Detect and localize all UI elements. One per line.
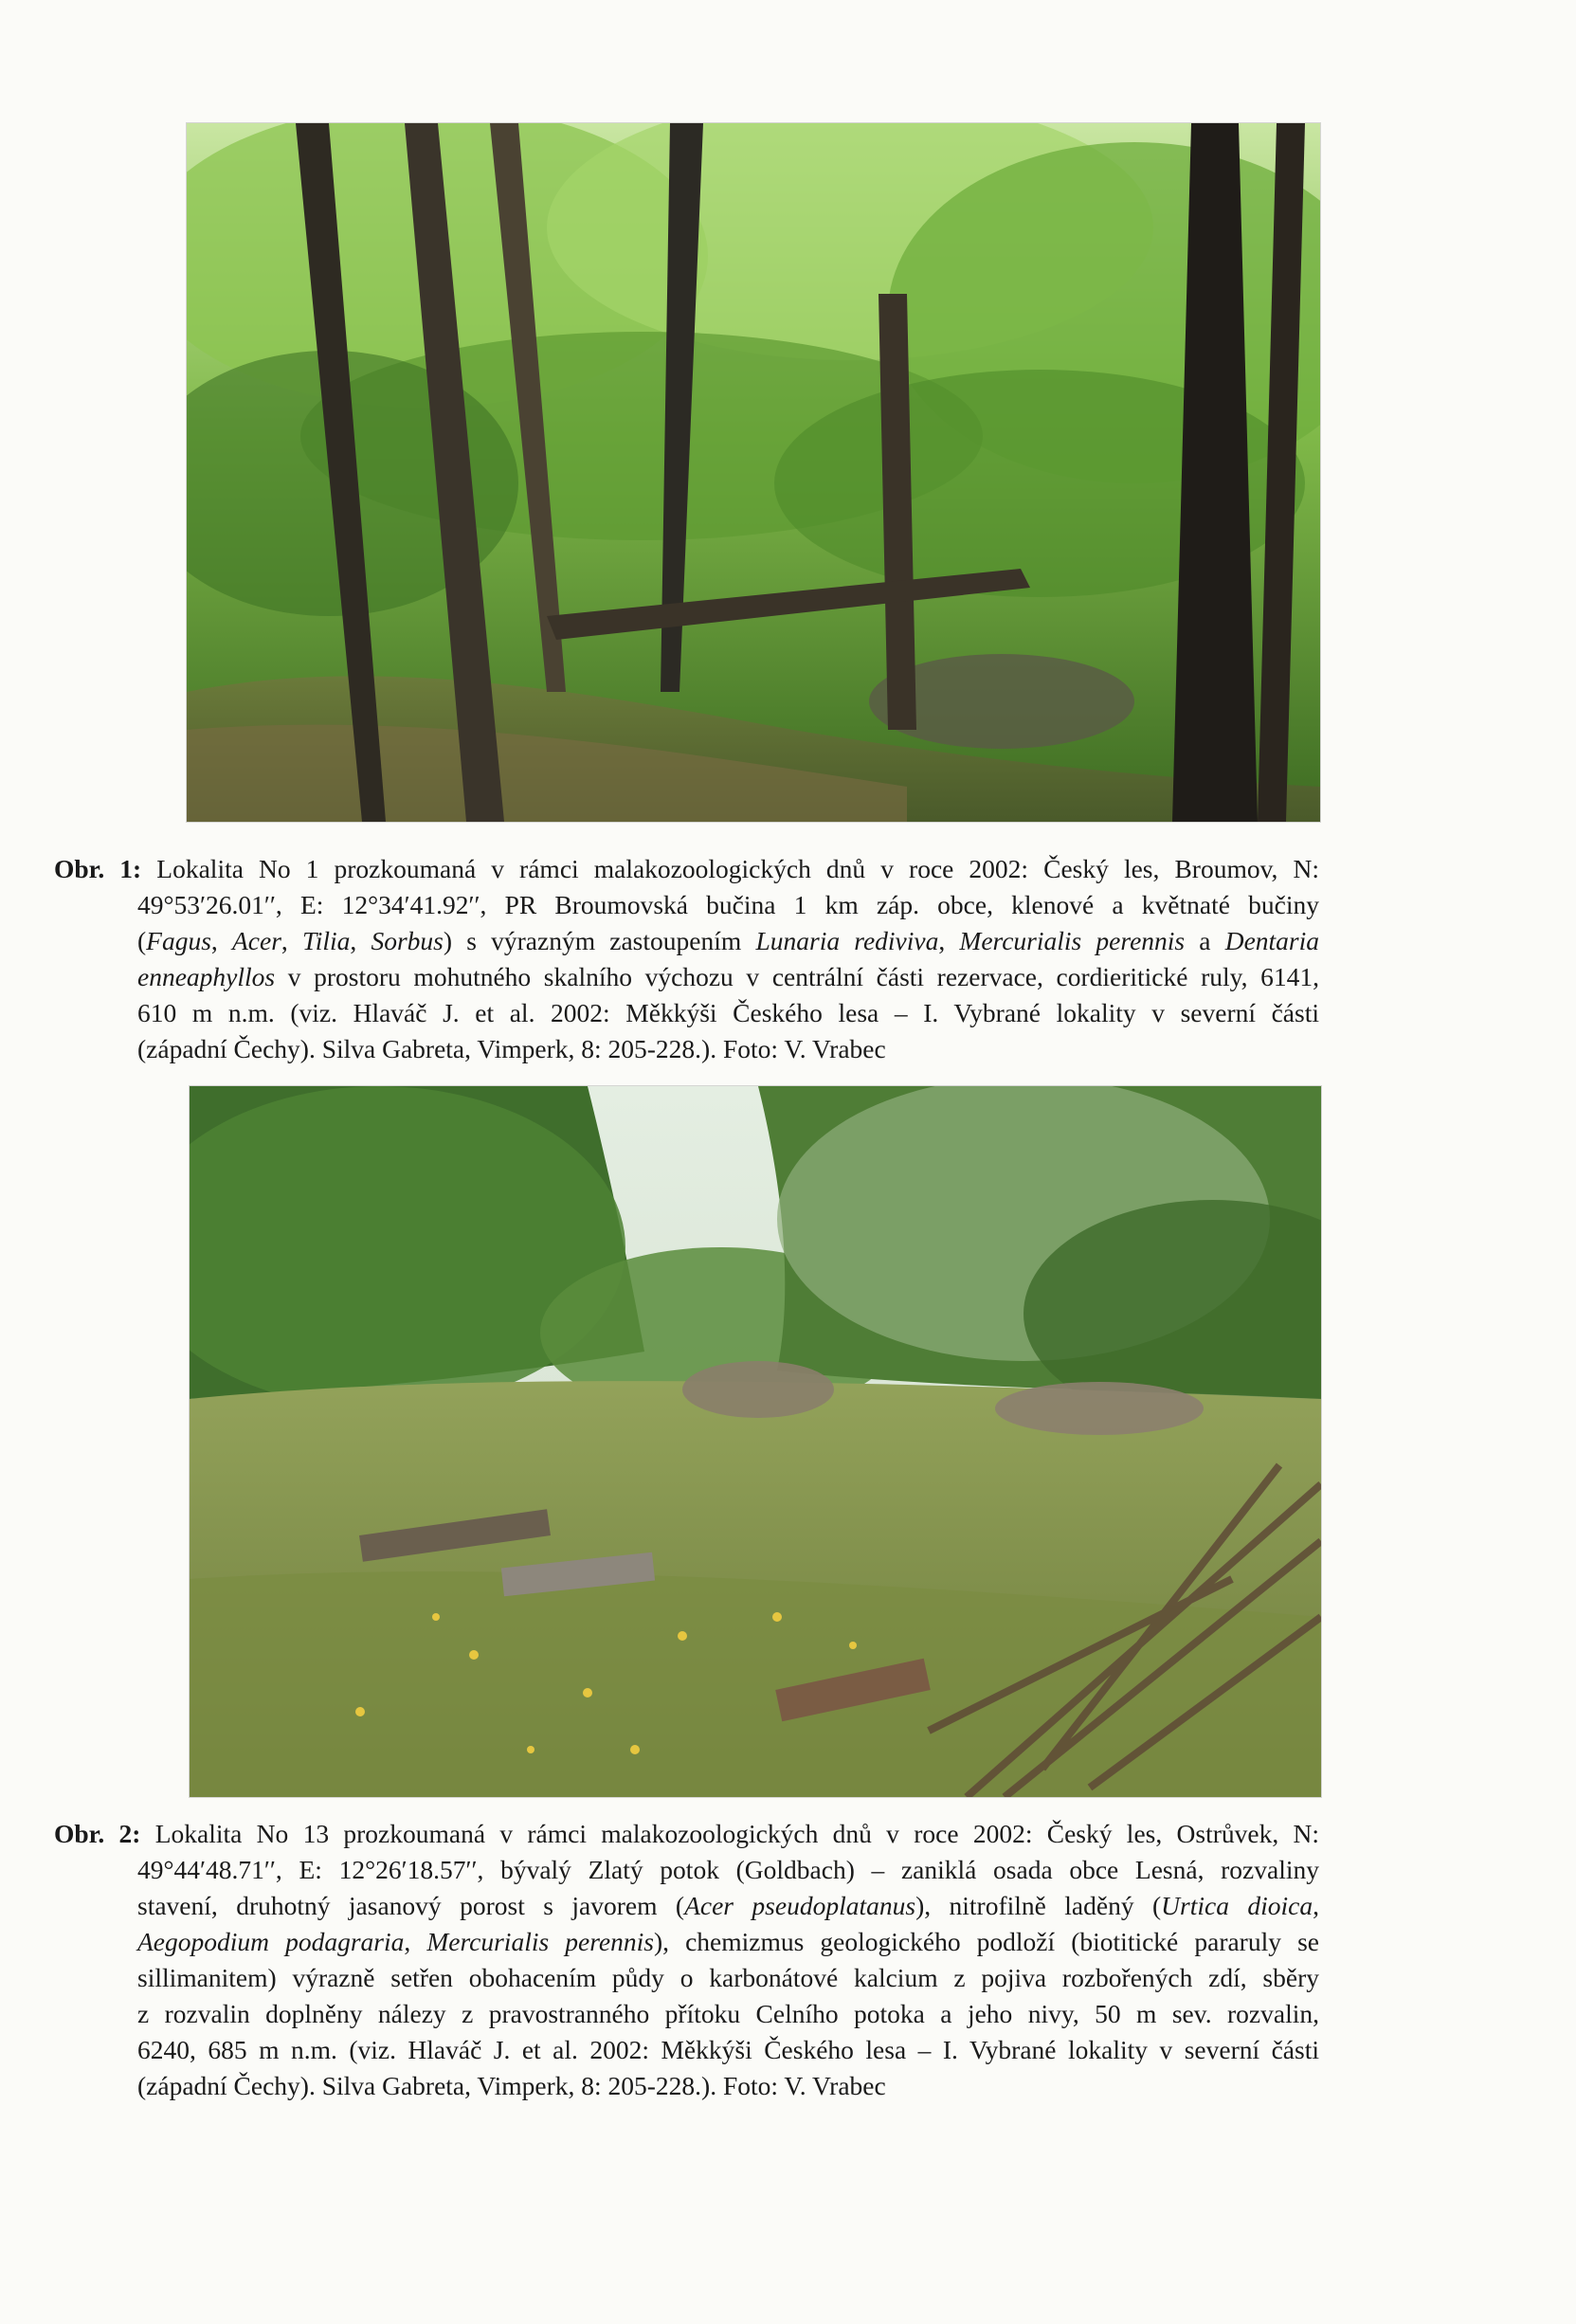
caption-line: z rozvalin doplněny nálezy z pravostranného přítoku Celního potoka a jeho nivy, 50 m sev. rozvalin, xyxy=(137,1999,1319,2028)
taxon-name: Acer pseudoplatanus xyxy=(684,1891,916,1920)
taxon-name: Mercurialis perennis xyxy=(426,1927,654,1956)
taxon-name: Mercurialis perennis xyxy=(959,926,1186,955)
caption-line: stavení, druhotný jasanový porost s javorem (Acer pseudoplatanus), nitrofilně laděný (Urtica dioica, xyxy=(137,1891,1320,1920)
taxon-name: Dentaria xyxy=(1224,926,1320,955)
taxon-name: Acer xyxy=(231,926,281,955)
taxon-name: Aegopodium podagraria xyxy=(137,1927,405,1956)
caption-line: Aegopodium podagraria, Mercurialis perennis), chemizmus geologického podloží (biotitické pararuly se xyxy=(137,1927,1319,1956)
caption-line: 610 m n.m. (viz. Hlaváč J. et al. 2002: Měkkýši Českého lesa – I. Vybrané lokality v severní části xyxy=(137,998,1319,1027)
taxon-name: enneaphyllos xyxy=(137,962,276,991)
figure-label: Obr. 2: xyxy=(54,1819,141,1848)
caption-line: Obr. 1: Lokalita No 1 prozkoumaná v rámci malakozoologických dnů v roce 2002: Český les, Broumov, N: xyxy=(54,854,1319,883)
caption-line: (západní Čechy). Silva Gabreta, Vimperk, 8: 205-228.). Foto: V. Vrabec xyxy=(137,2071,886,2100)
caption-line: (západní Čechy). Silva Gabreta, Vimperk, 8: 205-228.). Foto: V. Vrabec xyxy=(137,1034,886,1063)
caption-line: 49°44′48.71′′, E: 12°26′18.57′′, bývalý Zlatý potok (Goldbach) – zaniklá osada obce Lesná, rozvaliny xyxy=(137,1855,1319,1884)
caption-line: 49°53′26.01′′, E: 12°34′41.92′′, PR Broumovská bučina 1 km záp. obce, klenové a květnaté bučiny xyxy=(137,890,1319,919)
taxon-name: Fagus xyxy=(146,926,211,955)
caption-line: sillimanitem) výrazně setřen obohacením půdy o karbonátové kalcium z pojiva rozbořených zdí, sběry xyxy=(137,1963,1319,1992)
figure-label: Obr. 1: xyxy=(54,854,142,883)
figure-2-caption xyxy=(54,1816,1319,2104)
caption-line: 6240, 685 m n.m. (viz. Hlaváč J. et al. 2002: Měkkýši Českého lesa – I. Vybrané lokality v severní části xyxy=(137,2035,1319,2064)
caption-line: (Fagus, Acer, Tilia, Sorbus) s výrazným zastoupením Lunaria rediviva, Mercurialis perennis a Dentaria xyxy=(137,926,1320,955)
taxon-name: Sorbus xyxy=(371,926,444,955)
taxon-name: Urtica dioica xyxy=(1161,1891,1313,1920)
taxon-name: Tilia xyxy=(301,926,351,955)
ruins-meadow-photo xyxy=(190,1086,1321,1797)
caption-line: enneaphyllos v prostoru mohutného skalního výchozu v centrální části rezervace, cordieritické ruly, 6141, xyxy=(137,962,1319,991)
taxon-name: Lunaria rediviva xyxy=(755,926,939,955)
caption-line: Obr. 2: Lokalita No 13 prozkoumaná v rámci malakozoologických dnů v roce 2002: Český les, Ostrůvek, N: xyxy=(54,1819,1320,1848)
beech-forest-photo xyxy=(187,123,1320,822)
figure-1-caption xyxy=(54,851,1319,1067)
